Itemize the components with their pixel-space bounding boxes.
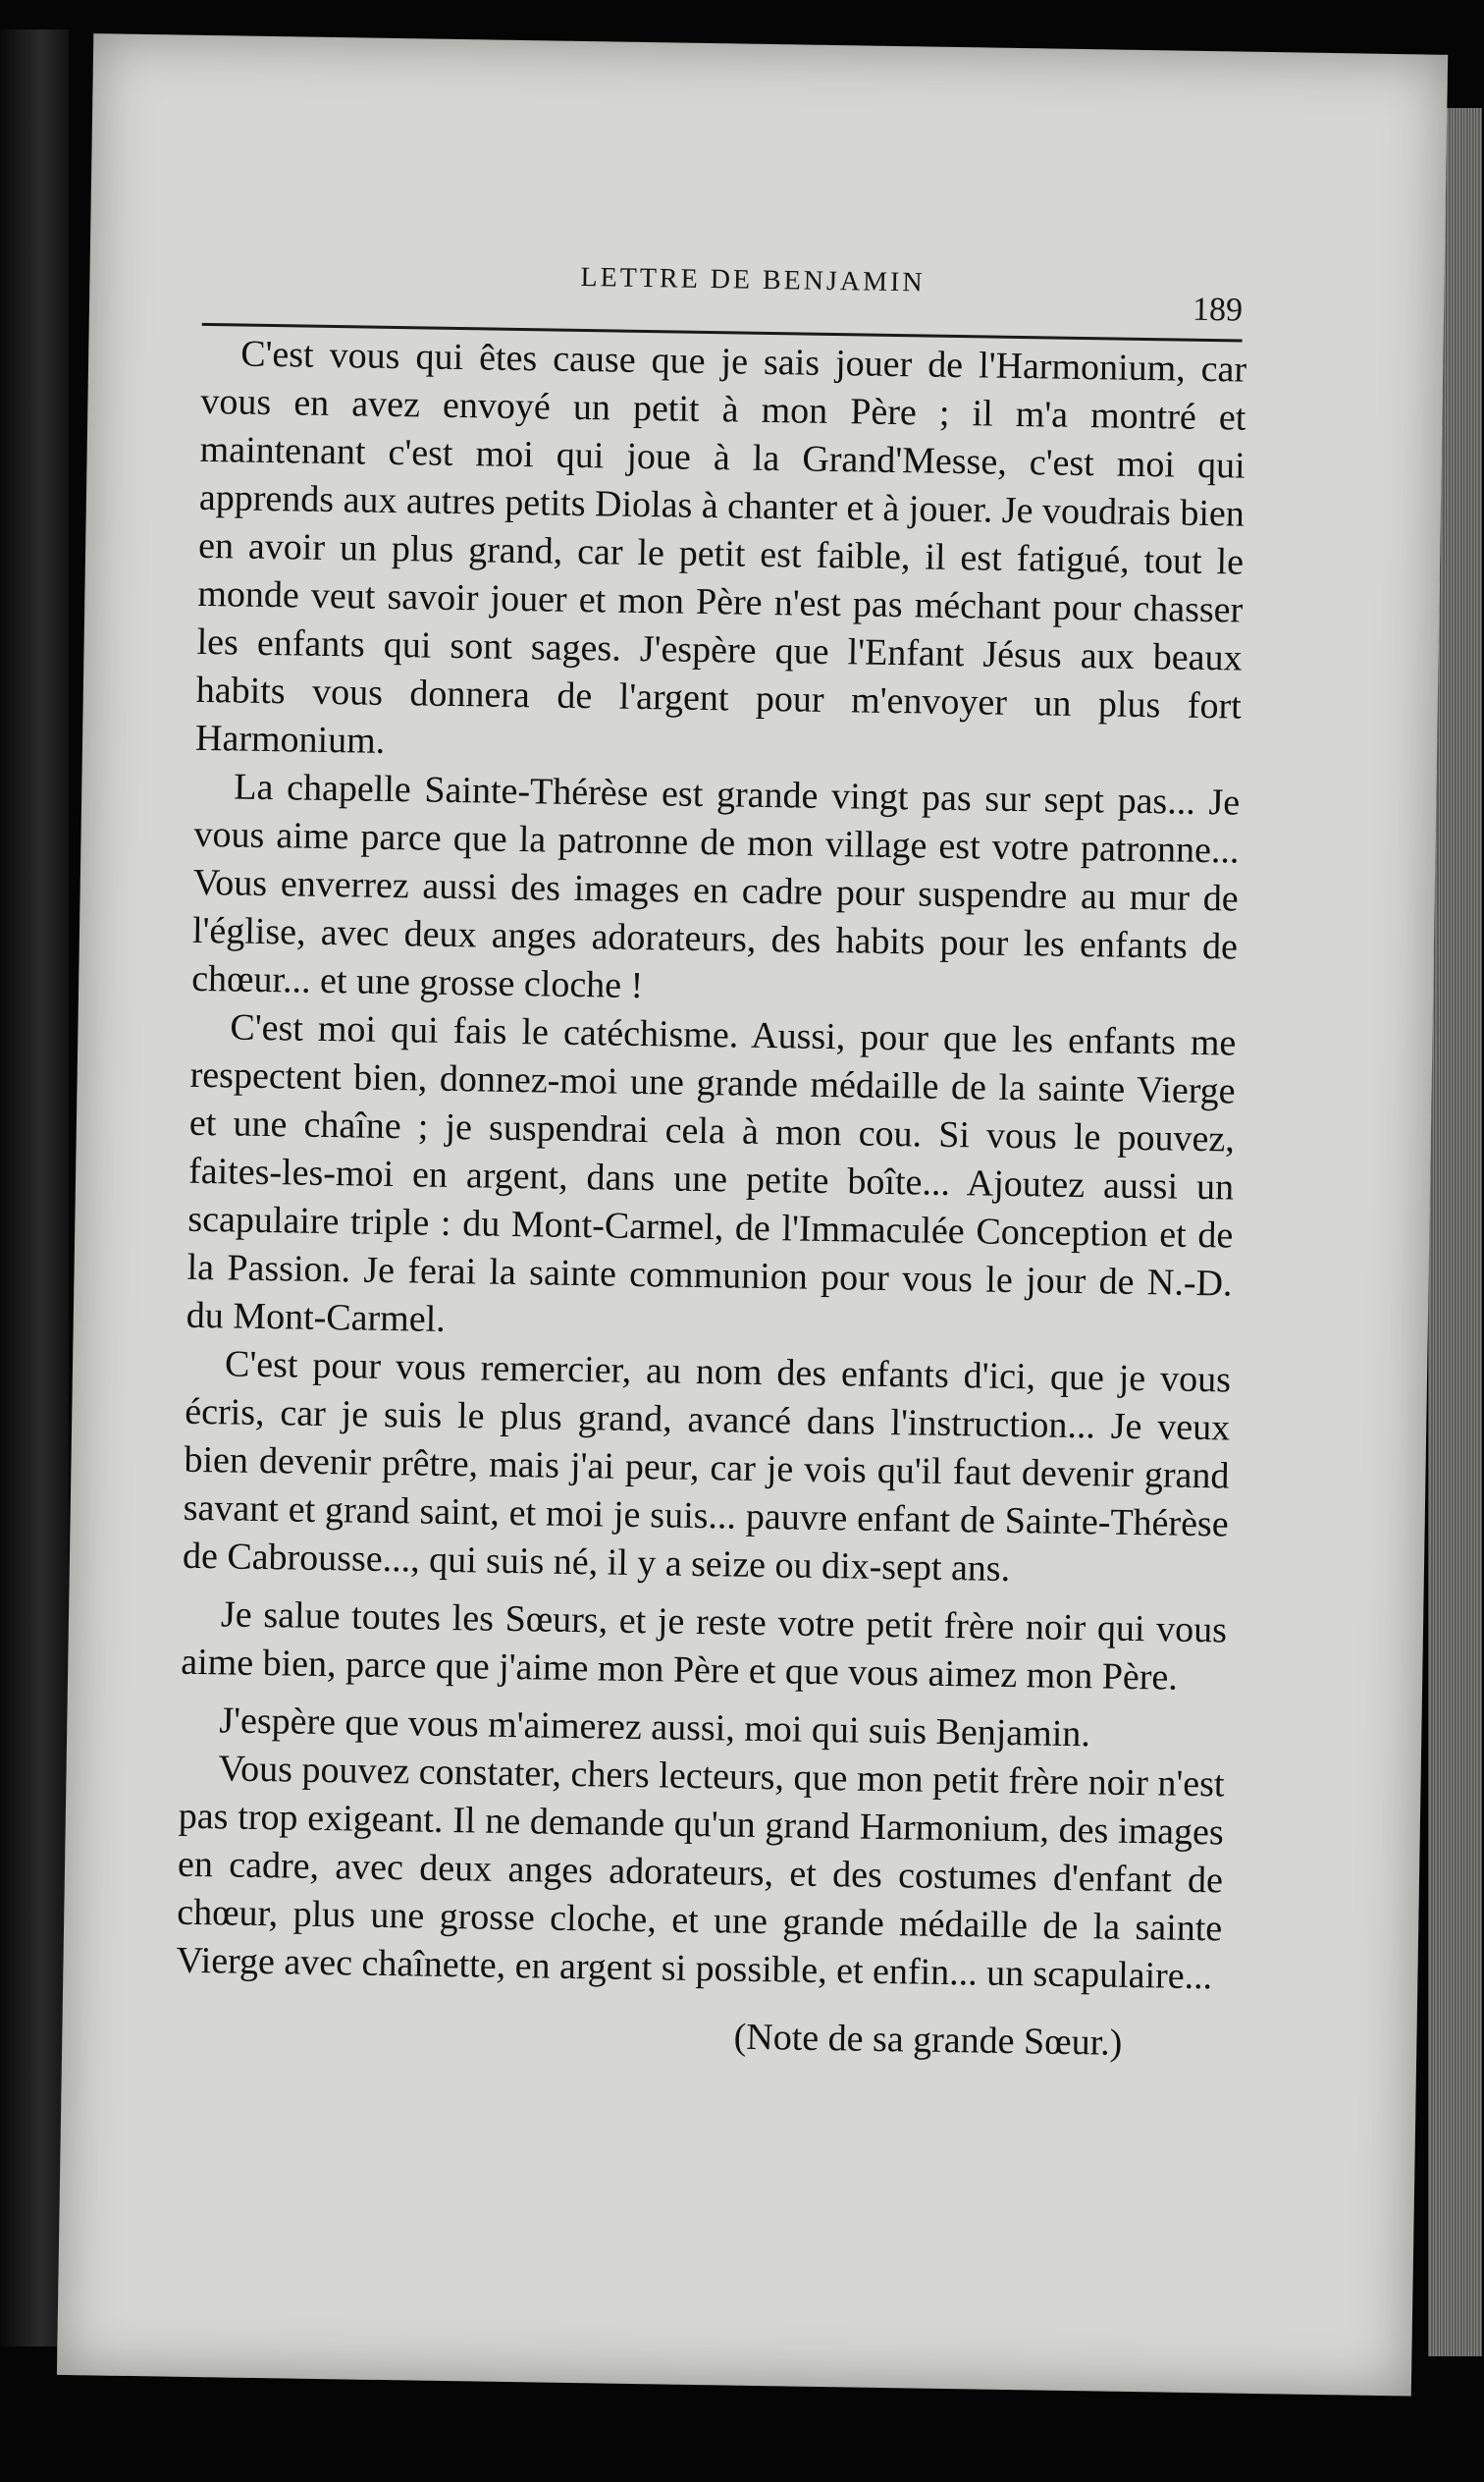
paragraph-7: Vous pouvez constater, chers lecteurs, que mon petit frère noir n'est pas trop exigeant. Il ne demande qu'un grand Harmonium, des images en cadre, avec deux anges adorateurs, et des costumes d'enfant de chœur, plus une grosse cloche, et une grande médaille de la sainte Vierge avec chaînette, en argent si possible, et enfin... un scapulaire... [176,1748,1225,1998]
book-page [57,33,1448,2396]
paragraph-6: J'espère que vous m'aimerez aussi, moi qui suis Benjamin. [219,1700,1091,1755]
page-header [202,256,1244,332]
paragraph-3: C'est moi qui fais le catéchisme. Aussi, pour que les enfants me respectent bien, donnez-moi une grande médaille de la sainte Vierge et une chaîne ; je suspendrai cela à mon cou. Si vous le pouvez, faites-les-moi en argent, dans une petite boîte... Ajoutez aussi un scapulaire triple : du Mont-Carmel, de l'Immaculée Conception et de la Passion. Je ferai la sainte communion pour vous le jour de N.-D. du Mont-Carmel. [186,1006,1237,1340]
paragraph-4: C'est pour vous remercier, au nom des enfants d'ici, que je vous écris, car je suis le plus grand, avancé dans l'instruction... Je veux bien devenir prêtre, mais j'ai peur, car je vois qu'il faut devenir grand savant et grand saint, et moi je suis... pauvre enfant de Sainte-Thérèse de Cabrousse..., qui suis né, il y a seize ou dix-sept ans. [182,1343,1232,1590]
letter-body [175,330,1246,2070]
paragraph-2: La chapelle Sainte-Thérèse est grande vingt pas sur sept pas... Je vous aime parce que la patronne de mon village est votre patronne... Vous enverrez aussi des images en cadre pour suspendre au mur de l'église, avec deux anges adorateurs, des habits pour les enfants de chœur... et une grosse cloche ! [190,766,1241,1007]
paragraph-1: C'est vous qui êtes cause que je sais jouer de l'Harmonium, car vous en avez envoyé un petit à mon Père ; il m'a montré et maintenant c'est moi qui joue à la Grand'Messe, c'est moi qui apprends aux autres petits Diolas à chanter et à jouer. Je voudrais bien en avoir un plus grand, car le petit est faible, il est fatigué, tout le monde veut savoir jouer et mon Père n'est pas méchant pour chasser les enfants qui sont sages. J'espère que l'Enfant Jésus aux beaux habits vous donnera de l'argent pour m'envoyer un plus fort Harmonium. [194,333,1247,762]
facing-page-edge [0,29,69,2347]
page-number: 189 [1192,291,1244,329]
paragraph-5: Je salue toutes les Sœurs, et je reste votre petit frère noir qui vous aime bien, parce que j'aime mon Père et que vous aimez mon Père. [180,1593,1228,1699]
closing-note: (Note de sa grande Sœur.) [733,2016,1123,2064]
running-title: LETTRE DE BENJAMIN [580,261,926,298]
